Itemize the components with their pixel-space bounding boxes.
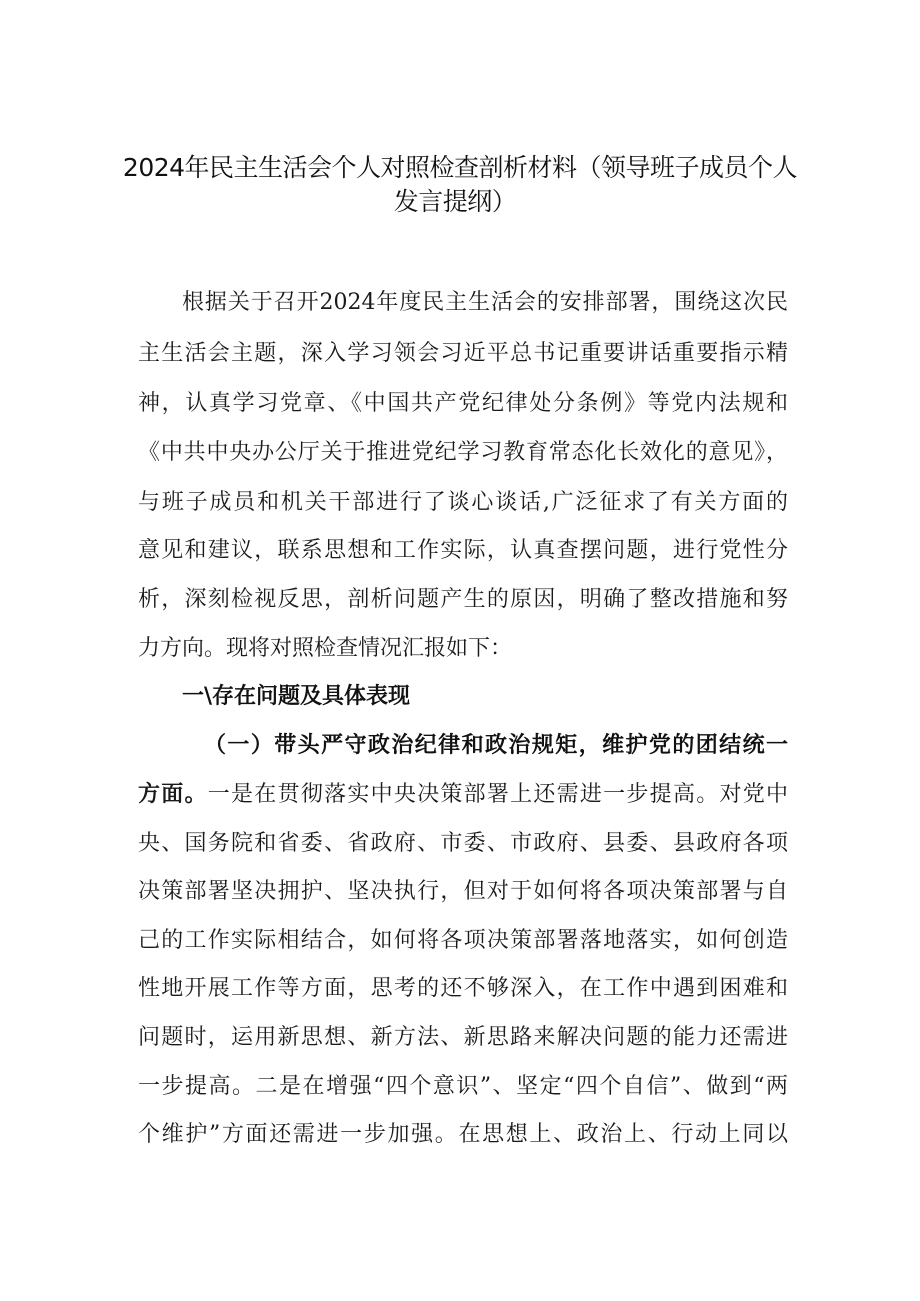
intro-line: 力方向。现将对照检查情况汇报如下： xyxy=(138,636,513,661)
body-line: 问题时，运用新思想、新方法、新思路来解决问题的能力还需进 xyxy=(138,1025,788,1050)
section-heading: 一\存在问题及具体表现 xyxy=(182,684,411,709)
document-title-line-2-text: 发言提纲） xyxy=(393,187,517,216)
intro-line: 主生活会主题，深入学习领会习近平总书记重要讲话重要指示精 xyxy=(138,341,788,366)
body-line: 性地开展工作等方面，思考的还不够深入，在工作中遇到困难和 xyxy=(138,976,788,1001)
intro-line: 意见和建议，联系思想和工作实际，认真查摆问题，进行党性分 xyxy=(138,538,788,563)
body-text: 一是在贯彻落实中央决策部署上还需进一步提高。对党中 xyxy=(207,782,788,807)
body-line: 己的工作实际相结合，如何将各项决策部署落地落实，如何创造 xyxy=(138,928,788,953)
body-line: 一步提高。二是在增强“四个意识”、坚定“四个自信”、做到“两 xyxy=(138,1074,788,1099)
subsection-heading-tail: 方面。 xyxy=(138,782,208,807)
body-line: 个维护”方面还需进一步加强。在思想上、政治上、行动上同以 xyxy=(138,1122,788,1147)
intro-line: 与班子成员和机关干部进行了谈心谈话,广泛征求了有关方面的 xyxy=(138,490,788,515)
intro-line: 析，深刻检视反思，剖析问题产生的原因，明确了整改措施和努 xyxy=(138,587,788,612)
document-title-line-2 xyxy=(0,182,920,218)
document-title-line-1: 2024年民主生活会个人对照检查剖析材料（领导班子成员个人 xyxy=(122,153,798,182)
body-line-mixed xyxy=(138,780,788,810)
intro-line: 神，认真学习党章、《中国共产党纪律处分条例》等党内法规和 xyxy=(138,391,788,416)
body-line: 决策部署坚决拥护、坚决执行，但对于如何将各项决策部署与自 xyxy=(138,879,788,904)
intro-line: 《中共中央办公厅关于推进党纪学习教育常态化长效化的意见》， xyxy=(138,440,788,465)
body-line: 央、国务院和省委、省政府、市委、市政府、县委、县政府各项 xyxy=(138,831,788,856)
subsection-heading: （一）带头严守政治纪律和政治规矩，维护党的团结统一 xyxy=(204,733,788,758)
intro-line: 根据关于召开2024年度民主生活会的安排部署，围绕这次民 xyxy=(182,290,788,315)
